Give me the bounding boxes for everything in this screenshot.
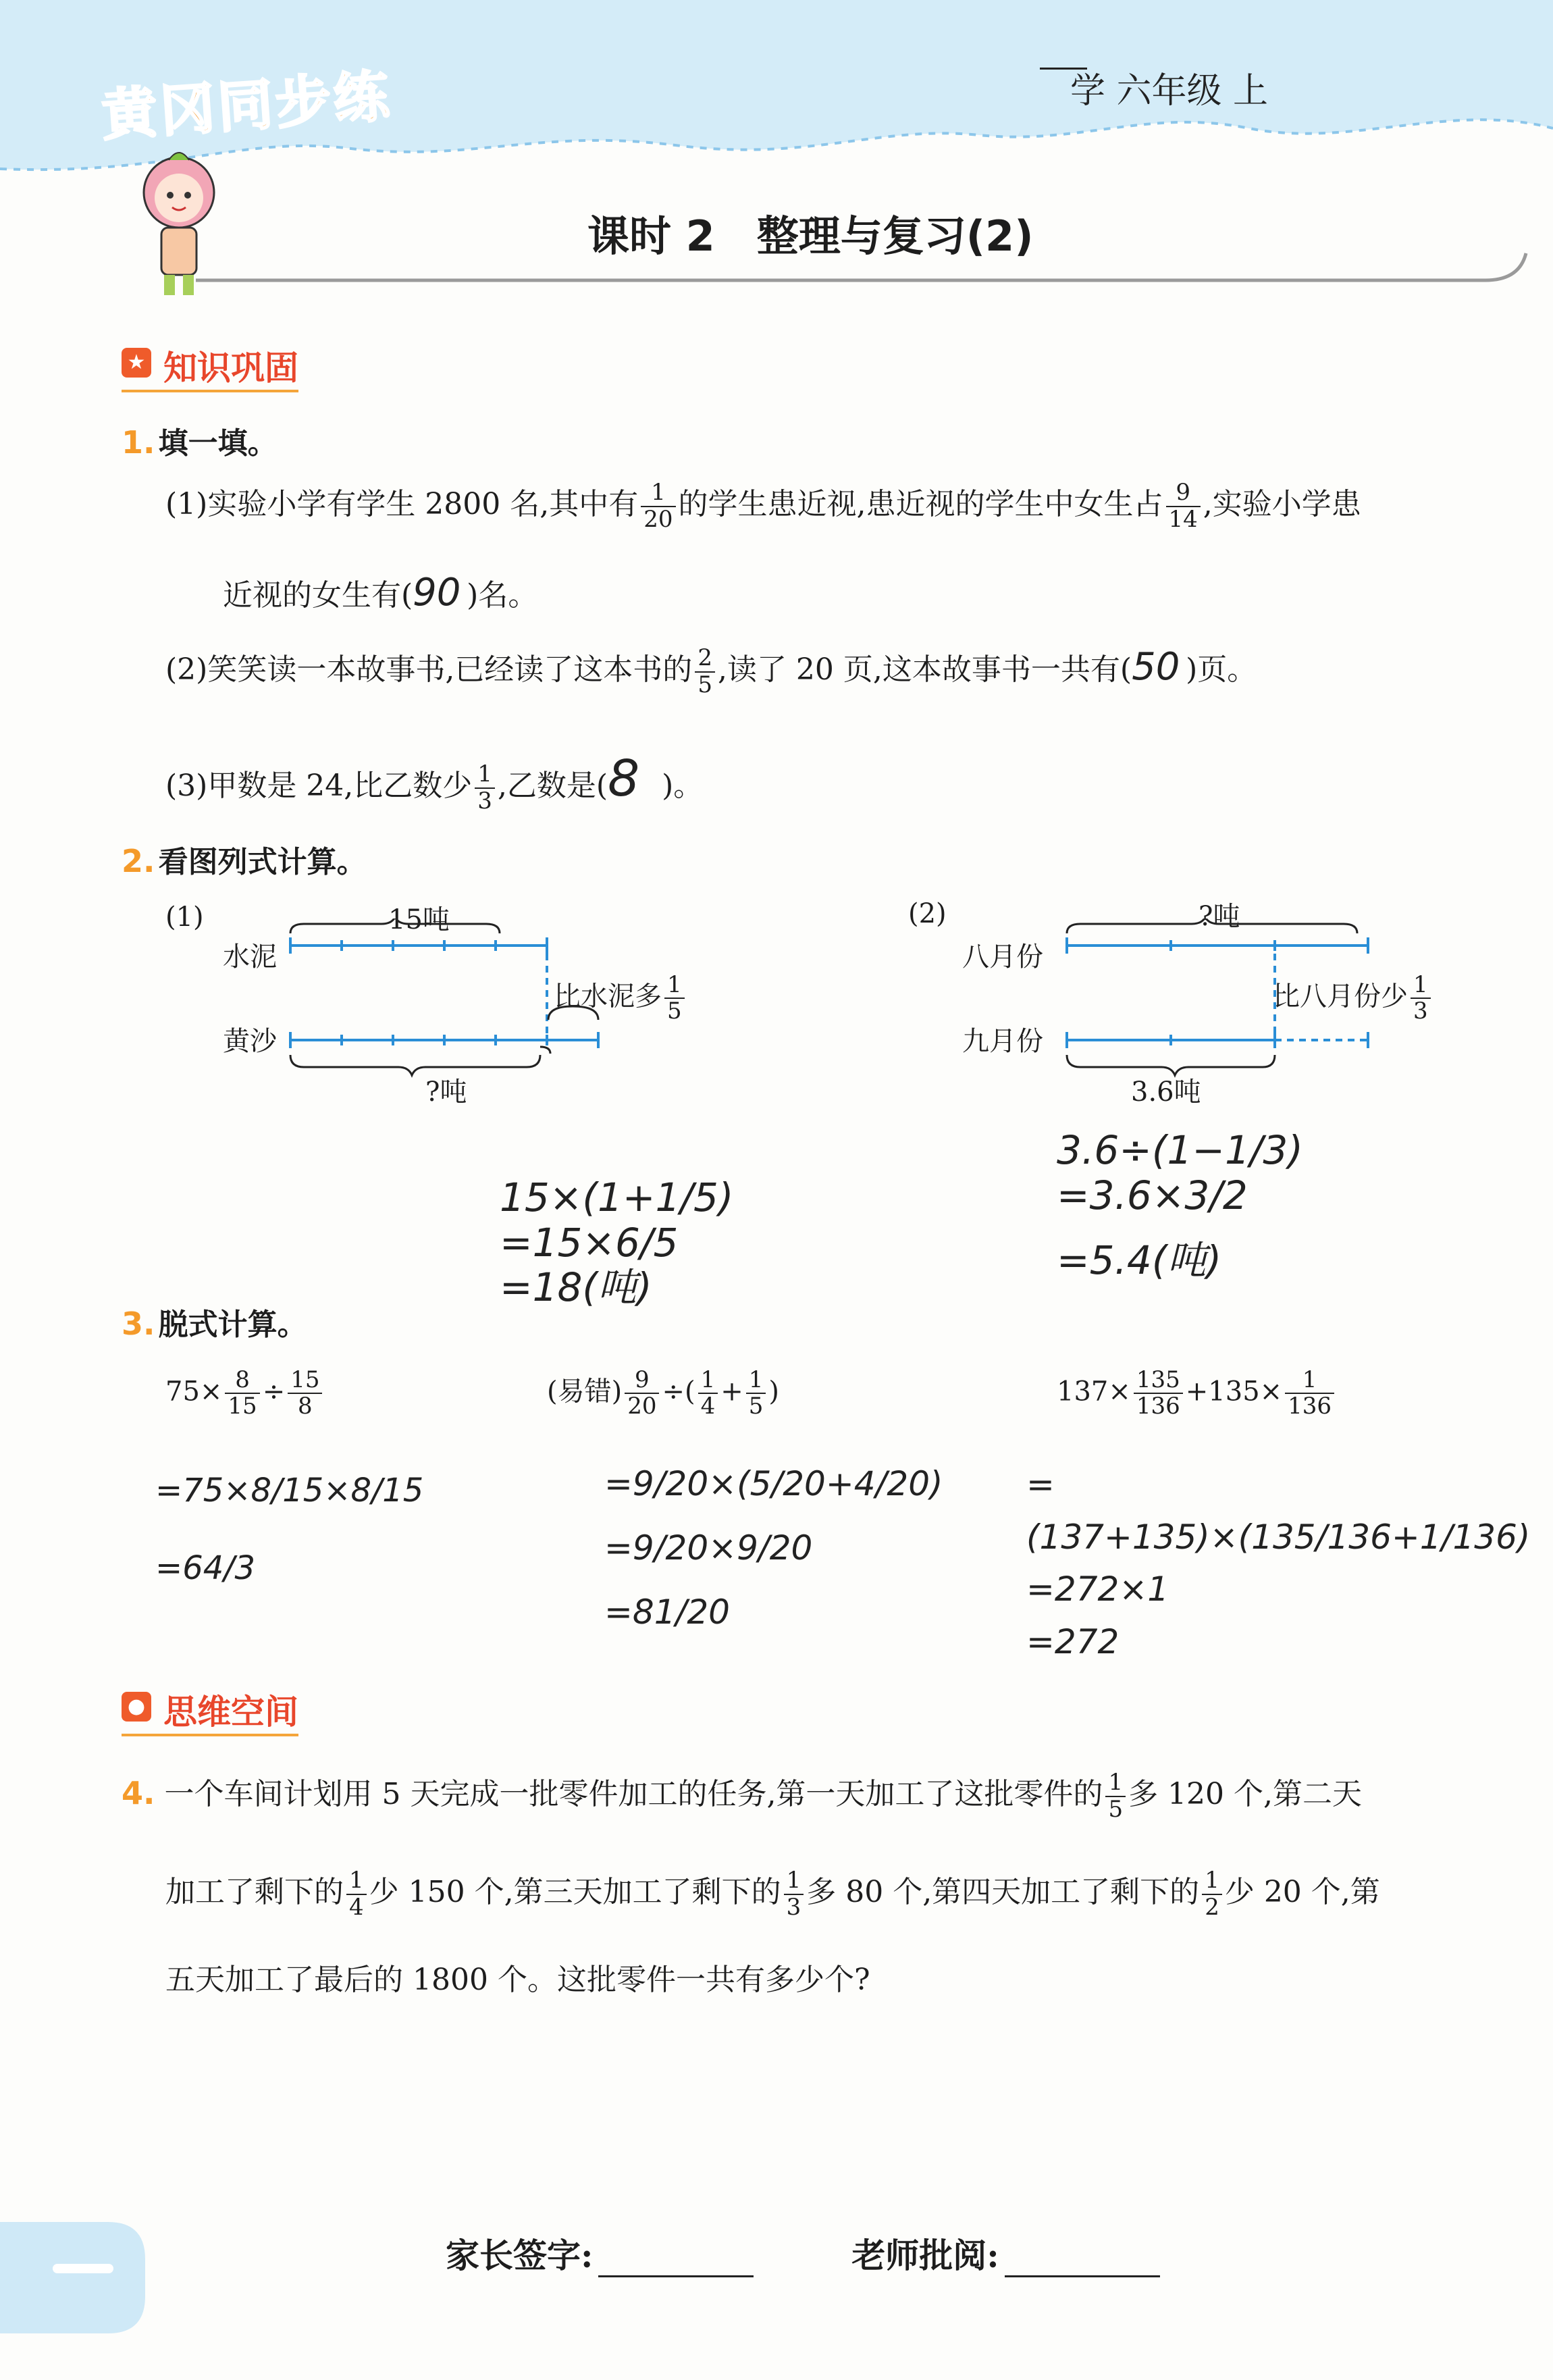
q3-work-2-line: =9/20×9/20: [604, 1528, 813, 1568]
q1-p1-text-c: ,实验小学患: [1203, 487, 1361, 521]
q2-work-2-line: =3.6×3/2: [1057, 1172, 1248, 1218]
q4-text-2d: 少 20 个,第: [1224, 1875, 1380, 1909]
teacher-review-label: 老师批阅:: [851, 2235, 999, 2275]
q4-number: 4.: [122, 1775, 155, 1811]
brand-logo: 黄冈同步练: [99, 64, 394, 149]
q3-e2-fraction: $\frac{9}{20}$: [625, 1368, 659, 1420]
q3-e3-fraction-2: $\frac{1}{136}$: [1285, 1368, 1334, 1420]
d2-note-text: 比八月份少: [1273, 981, 1408, 1012]
q3-work-1-line: =64/3: [155, 1549, 256, 1588]
q3-work-3: [1026, 1459, 1553, 1668]
d1-row1-label: 水泥: [223, 941, 277, 973]
title-underline: [196, 250, 1533, 290]
grade-label: 学 六年级 上: [1070, 71, 1269, 111]
q1-p3-text-a: (3)甲数是 24,比乙数少: [165, 769, 473, 803]
q2-work-2: [1057, 1128, 1303, 1283]
q4-fraction-1: $\frac{1}{5}$: [1105, 1770, 1126, 1822]
q3-work-3-line: =272: [1026, 1622, 1120, 1661]
q3-work-3-line: =272×1: [1026, 1570, 1169, 1609]
q1-p2-text-c: )页。: [1186, 652, 1257, 687]
q1-number: 1.: [122, 424, 155, 461]
q3-work-2-line: =9/20×(5/20+4/20): [604, 1464, 943, 1503]
q1-p1-text-d: 近视的女生有(: [223, 578, 413, 613]
q2-number: 2.: [122, 843, 155, 879]
q1-heading: [122, 419, 278, 462]
q3-work-1: [155, 1452, 423, 1607]
q2-work-1-line: =18(吨): [500, 1264, 652, 1311]
q2-heading: [122, 837, 367, 881]
q3-e1-fraction-2: $\frac{15}{8}$: [288, 1368, 322, 1420]
q3-e2-fraction-g1: $\frac{1}{4}$: [698, 1368, 718, 1420]
q3-expr-2: [547, 1368, 779, 1420]
q3-e3-text-b: +135×: [1185, 1376, 1283, 1407]
d2-row2-label: 九月份: [962, 1026, 1043, 1057]
d1-top-label: 15吨: [388, 904, 450, 935]
d1-diagram: [284, 919, 635, 1081]
q4-text-1a: 一个车间计划用 5 天完成一批零件加工的任务,第一天加工了这批零件的: [164, 1777, 1103, 1811]
q3-expr-1: [165, 1368, 325, 1420]
q4-text-2c: 多 80 个,第四天加工了剩下的: [806, 1875, 1200, 1909]
d1-note-text: 比水泥多: [554, 981, 662, 1012]
q1-title: 填一填。: [158, 426, 278, 461]
grade-rule: [1040, 68, 1087, 70]
q3-e2-plus: +: [720, 1376, 743, 1407]
d2-top-label: ?吨: [1199, 901, 1240, 932]
star-icon: ★: [122, 348, 151, 378]
q2-work-2-line: =5.4(吨): [1057, 1237, 1222, 1284]
q3-work-2: [604, 1452, 943, 1645]
q3-e1-text: 75×: [165, 1376, 223, 1407]
q4-fraction-4: $\frac{1}{2}$: [1202, 1868, 1222, 1920]
parent-signature-label: 家长签字:: [446, 2235, 594, 2275]
q1-p1-answer[interactable]: 90: [413, 571, 461, 615]
q3-number: 3.: [122, 1305, 155, 1342]
q4-line3: 五天加工了最后的 1800 个。这批零件一共有多少个?: [165, 1963, 870, 1997]
d1-bottom-label: ?吨: [425, 1077, 467, 1108]
section-knowledge-label: 知识巩固: [163, 348, 298, 388]
q3-e2-close: ): [768, 1376, 780, 1407]
q3-work-3-line: =(137+135)×(135/136+1/136): [1026, 1465, 1531, 1557]
q1-p2: [165, 645, 1257, 698]
q4-text-2a: 加工了剩下的: [165, 1875, 344, 1909]
section-thinking-label: 思维空间: [163, 1692, 298, 1732]
q3-heading: [122, 1300, 307, 1343]
q4-line2: [165, 1867, 1380, 1920]
q2-work-2-line: 3.6÷(1−1/3): [1057, 1127, 1303, 1173]
q4-fraction-3: $\frac{1}{3}$: [784, 1868, 804, 1920]
q3-e2-fraction-g2: $\frac{1}{5}$: [746, 1368, 766, 1420]
q1-p3-text-c: )。: [662, 769, 704, 803]
q3-work-2-line: =81/20: [604, 1593, 730, 1632]
d2-label: (2): [908, 898, 947, 929]
q1-p2-fraction: $\frac{2}{5}$: [695, 646, 715, 698]
q1-p1-fraction-2: $\frac{9}{14}$: [1166, 480, 1201, 532]
q3-expr-3: [1057, 1368, 1337, 1420]
q3-e2-prefix: (易错): [547, 1376, 623, 1407]
q2-work-1: [500, 1175, 734, 1310]
page-title: 课时 2 整理与复习(2): [587, 211, 1034, 261]
q1-p2-text-a: (2)笑笑读一本故事书,已经读了这本书的: [165, 652, 693, 687]
q1-p3-fraction: $\frac{1}{3}$: [475, 762, 495, 814]
q2-title: 看图列式计算。: [158, 845, 367, 879]
q1-p3: [165, 750, 703, 814]
d1-label: (1): [165, 902, 204, 933]
q3-e1-fraction-1: $\frac{8}{15}$: [225, 1368, 259, 1420]
q4-line1: [122, 1769, 1362, 1822]
q4-text-2b: 少 150 个,第三天加工了剩下的: [369, 1875, 781, 1909]
d1-row2-label: 黄沙: [223, 1026, 277, 1057]
q3-e1-op: ÷: [262, 1376, 286, 1407]
parent-signature-field[interactable]: [598, 2243, 754, 2277]
q1-p1-text-a: (1)实验小学有学生 2800 名,其中有: [165, 487, 639, 521]
q4-fraction-2: $\frac{1}{4}$: [346, 1868, 367, 1920]
q1-p1-text-e: )名。: [467, 578, 538, 613]
d2-diagram: [1060, 919, 1377, 1081]
q1-p1-line1: [165, 480, 1361, 532]
q1-p2-answer[interactable]: 50: [1132, 645, 1180, 689]
q1-p1-text-b: 的学生患近视,患近视的学生中女生占: [678, 487, 1163, 521]
q1-p1-line2: [223, 571, 537, 615]
q3-e3-fraction-1: $\frac{135}{136}$: [1134, 1368, 1183, 1420]
d2-bottom-label: 3.6吨: [1131, 1077, 1201, 1108]
section-knowledge: [122, 341, 298, 392]
bulb-icon: ●: [122, 1692, 151, 1722]
q1-p3-answer[interactable]: 8: [608, 750, 640, 808]
q2-work-1-line: 15×(1+1/5): [500, 1174, 734, 1220]
q3-work-1-line: =75×8/15×8/15: [155, 1472, 424, 1509]
d2-note-fraction: $\frac{1}{3}$: [1411, 973, 1431, 1025]
q2-work-1-line: =15×6/5: [500, 1219, 679, 1266]
section-thinking: [122, 1685, 298, 1736]
q1-p2-text-b: ,读了 20 页,这本故事书一共有(: [717, 652, 1132, 687]
q4-text-1b: 多 120 个,第二天: [1128, 1777, 1363, 1811]
teacher-review-field[interactable]: [1005, 2243, 1160, 2277]
d1-note-fraction: $\frac{1}{5}$: [664, 973, 685, 1025]
q3-title: 脱式计算。: [158, 1308, 307, 1342]
q3-e3-text-a: 137×: [1057, 1376, 1131, 1407]
d2-row1-label: 八月份: [962, 941, 1043, 973]
corner-tab: [0, 2222, 149, 2337]
q1-p1-fraction-1: $\frac{1}{20}$: [641, 480, 675, 532]
signature-footer: [446, 2229, 1160, 2277]
q3-e2-op: ÷(: [662, 1376, 695, 1407]
q1-p3-text-b: ,乙数是(: [497, 769, 608, 803]
